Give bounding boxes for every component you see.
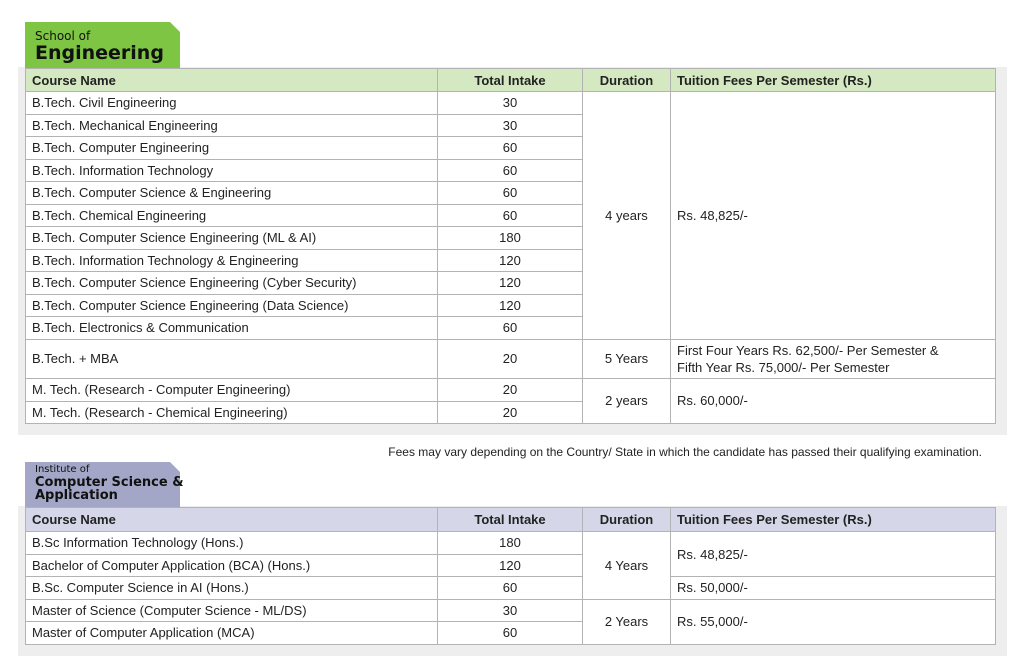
course-name: B.Tech. Computer Engineering (26, 137, 438, 160)
course-name: B.Tech. Computer Science Engineering (Data Science) (26, 294, 438, 317)
course-name: M. Tech. (Research - Computer Engineering) (26, 378, 438, 401)
table-row (26, 532, 996, 555)
header-total-intake: Total Intake (438, 508, 583, 532)
course-name: B.Tech. Chemical Engineering (26, 204, 438, 227)
duration-cell: 2 years (583, 378, 671, 423)
course-intake: 120 (438, 554, 583, 577)
course-intake: 180 (438, 227, 583, 250)
course-intake: 20 (438, 378, 583, 401)
course-intake: 30 (438, 599, 583, 622)
tab-big-text-line2: Application (35, 488, 118, 503)
course-name: B.Sc Information Technology (Hons.) (26, 532, 438, 555)
course-intake: 60 (438, 317, 583, 340)
table-row (26, 378, 996, 401)
table-row (26, 92, 996, 115)
course-name: B.Sc. Computer Science in AI (Hons.) (26, 577, 438, 600)
course-intake: 60 (438, 577, 583, 600)
course-intake: 120 (438, 294, 583, 317)
tab-big-text-line1: Computer Science & (35, 475, 184, 490)
fee-cell: Rs. 48,825/- (671, 532, 996, 577)
fee-line-2: Fifth Year Rs. 75,000/- Per Semester (677, 359, 890, 375)
table-header-row (26, 69, 996, 92)
fee-line-1: First Four Years Rs. 62,500/- Per Semester & (677, 342, 939, 358)
institute-tab-label (35, 465, 184, 502)
course-intake: 60 (438, 137, 583, 160)
header-course-name: Course Name (26, 508, 438, 532)
header-tuition-fees: Tuition Fees Per Semester (Rs.) (671, 508, 996, 532)
tab-small-text: School of (35, 29, 91, 43)
fees-note: Fees may vary depending on the Country/ State in which the candidate has passed their qualifying examination. (388, 445, 982, 459)
course-name: B.Tech. Computer Science Engineering (Cyber Security) (26, 272, 438, 295)
course-name: Master of Science (Computer Science - ML/DS) (26, 599, 438, 622)
fee-cell: Rs. 50,000/- (671, 577, 996, 600)
course-intake: 30 (438, 92, 583, 115)
table-row (26, 577, 996, 600)
duration-cell: 2 Years (583, 599, 671, 644)
course-intake: 60 (438, 204, 583, 227)
course-name: Bachelor of Computer Application (BCA) (Hons.) (26, 554, 438, 577)
course-intake: 30 (438, 114, 583, 137)
tab-small-text: Institute of (35, 464, 90, 475)
course-name: Master of Computer Application (MCA) (26, 622, 438, 645)
course-intake: 120 (438, 249, 583, 272)
engineering-table (25, 68, 996, 424)
course-intake: 20 (438, 401, 583, 423)
tab-big-text: Engineering (35, 42, 164, 64)
institute-table (25, 507, 996, 645)
table-row (26, 599, 996, 622)
course-name: B.Tech. Civil Engineering (26, 92, 438, 115)
course-intake: 120 (438, 272, 583, 295)
fee-cell: Rs. 55,000/- (671, 599, 996, 644)
fee-cell: Rs. 48,825/- (671, 92, 996, 340)
course-name: B.Tech. + MBA (26, 339, 438, 378)
course-intake: 20 (438, 339, 583, 378)
duration-cell: 5 Years (583, 339, 671, 378)
header-total-intake: Total Intake (438, 69, 583, 92)
fee-cell: Rs. 60,000/- (671, 378, 996, 423)
header-course-name: Course Name (26, 69, 438, 92)
fee-cell (671, 339, 996, 378)
course-name: B.Tech. Electronics & Communication (26, 317, 438, 340)
duration-cell: 4 Years (583, 532, 671, 600)
table-header-row (26, 508, 996, 532)
course-name: B.Tech. Computer Science & Engineering (26, 182, 438, 205)
engineering-tab-label (35, 30, 164, 63)
course-intake: 180 (438, 532, 583, 555)
table-row (26, 339, 996, 378)
course-intake: 60 (438, 159, 583, 182)
header-tuition-fees: Tuition Fees Per Semester (Rs.) (671, 69, 996, 92)
duration-cell: 4 years (583, 92, 671, 340)
course-name: B.Tech. Mechanical Engineering (26, 114, 438, 137)
course-name: B.Tech. Computer Science Engineering (ML & AI) (26, 227, 438, 250)
header-duration: Duration (583, 69, 671, 92)
course-name: M. Tech. (Research - Chemical Engineering) (26, 401, 438, 423)
header-duration: Duration (583, 508, 671, 532)
course-name: B.Tech. Information Technology & Engineering (26, 249, 438, 272)
course-name: B.Tech. Information Technology (26, 159, 438, 182)
course-intake: 60 (438, 622, 583, 645)
course-intake: 60 (438, 182, 583, 205)
